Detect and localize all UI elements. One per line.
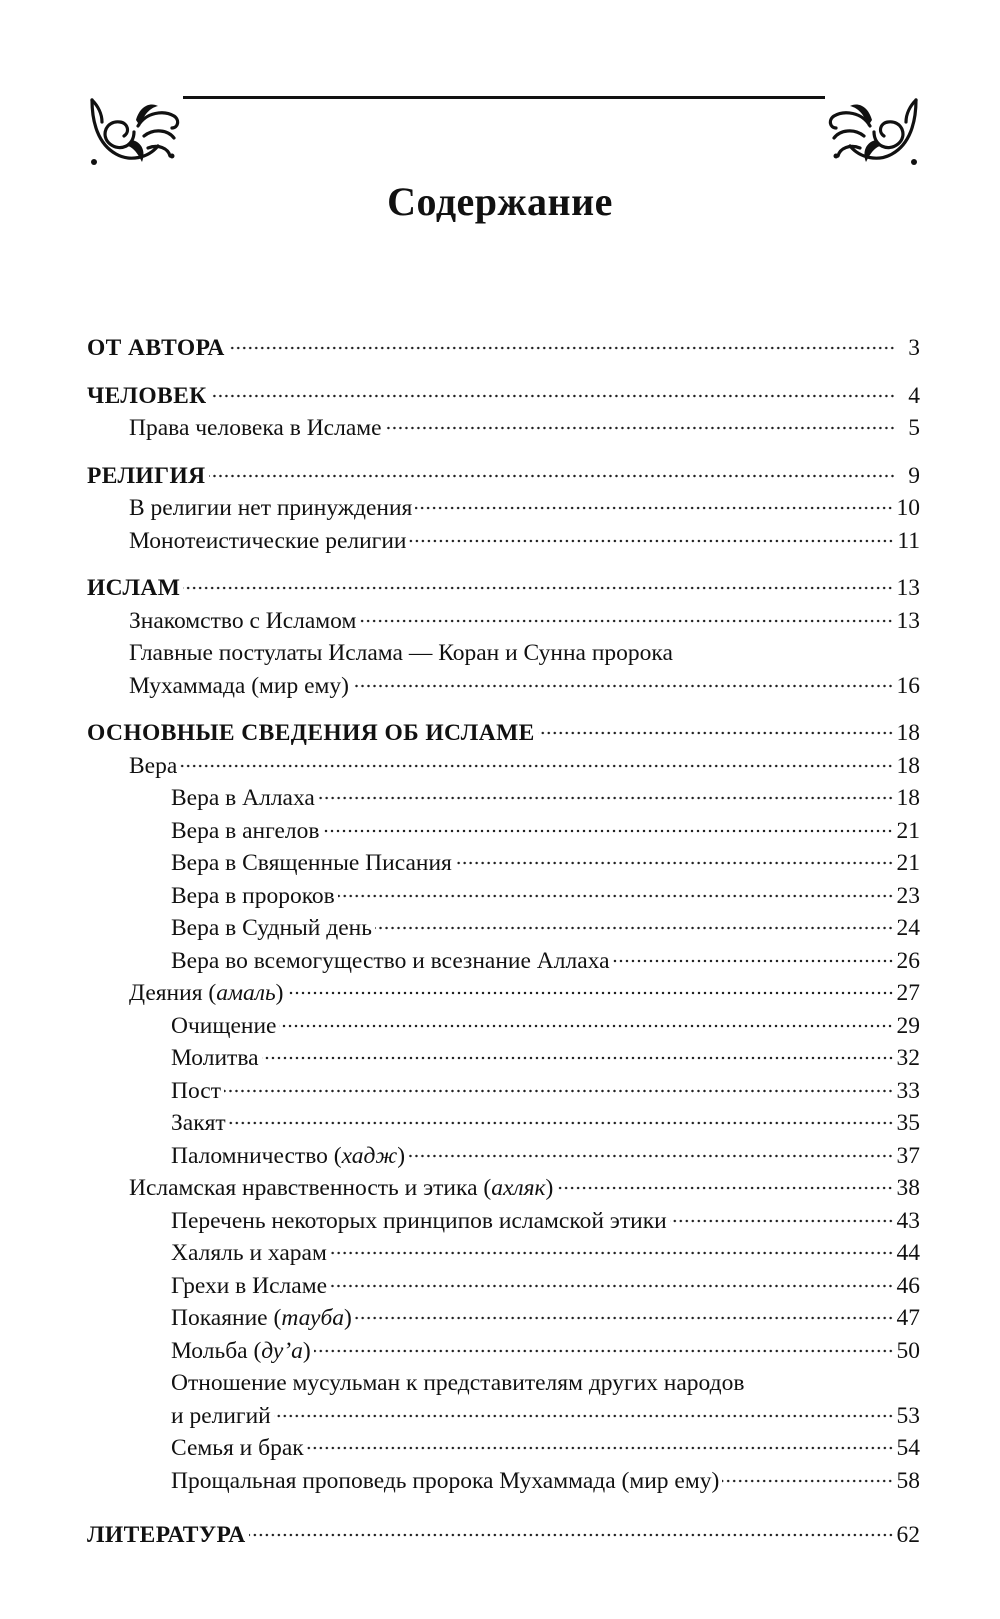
table-of-contents <box>87 332 920 1567</box>
toc-page-number: 13 <box>896 607 920 634</box>
label-italic-term: хадж <box>341 1142 398 1169</box>
toc-entry[interactable] <box>87 670 920 703</box>
toc-page-number: 58 <box>896 1467 920 1494</box>
toc-page-number: 10 <box>896 495 920 521</box>
toc-page-number: 50 <box>896 1337 920 1364</box>
toc-page-number: 46 <box>896 1272 920 1299</box>
toc-section-chelovek <box>87 380 920 445</box>
toc-entry-label: ЛИТЕРАТУРА <box>87 1522 246 1548</box>
toc-entry-label: Пост <box>171 1077 222 1104</box>
toc-page-number: 44 <box>896 1240 920 1266</box>
toc-page-number: 37 <box>896 1142 920 1169</box>
dot-leader <box>279 1024 893 1028</box>
dot-leader <box>359 619 893 623</box>
label-text-after: ) <box>397 1142 406 1169</box>
dot-leader <box>307 1446 894 1450</box>
toc-entry-label <box>171 1302 352 1335</box>
toc-entry-line1[interactable] <box>87 1367 920 1400</box>
toc-entry[interactable] <box>87 912 920 945</box>
label-italic-term: тауба <box>281 1305 345 1331</box>
toc-page-number: 53 <box>896 1402 920 1429</box>
dot-leader <box>352 684 894 688</box>
toc-entry[interactable] <box>87 1465 920 1498</box>
toc-page-number: 33 <box>896 1077 920 1104</box>
toc-entry[interactable] <box>87 847 920 880</box>
toc-entry-label: Мухаммада (мир ему) <box>129 672 349 699</box>
toc-entry-label: ОСНОВНЫЕ СВЕДЕНИЯ ОБ ИСЛАМЕ <box>87 720 535 746</box>
toc-entry-label: РЕЛИГИЯ <box>87 462 206 489</box>
toc-entry-label: Вера в ангелов <box>171 817 320 844</box>
toc-entry[interactable] <box>87 380 920 413</box>
toc-entry-label <box>129 977 284 1010</box>
dot-leader <box>613 959 894 963</box>
toc-page-number: 21 <box>896 817 920 844</box>
toc-entry[interactable] <box>87 977 920 1010</box>
toc-entry-label: Отношение мусульман к представителям других народов <box>171 1370 745 1396</box>
toc-page-number: 62 <box>896 1522 920 1548</box>
label-text: Деяния ( <box>129 980 217 1006</box>
dot-leader <box>262 1056 894 1060</box>
toc-entry[interactable] <box>87 1042 920 1075</box>
toc-entry[interactable] <box>87 1302 920 1335</box>
dot-leader <box>287 991 894 995</box>
toc-entry[interactable] <box>87 1107 920 1140</box>
toc-entry-label: Грехи в Исламе <box>171 1272 328 1299</box>
toc-entry[interactable] <box>87 1010 920 1043</box>
label-italic-term: ахляк <box>491 1175 546 1201</box>
toc-entry[interactable] <box>87 492 920 525</box>
toc-section-literatura <box>87 1519 920 1552</box>
toc-entry[interactable] <box>87 750 920 783</box>
toc-page-number: 35 <box>896 1110 920 1136</box>
toc-page-number: 21 <box>896 850 920 876</box>
toc-page-number: 27 <box>896 980 920 1006</box>
dot-leader <box>183 586 893 590</box>
label-italic-term: ду’а <box>261 1337 303 1364</box>
dot-leader <box>415 506 893 510</box>
dot-leader <box>229 1121 894 1125</box>
toc-entry[interactable] <box>87 717 920 750</box>
dot-leader <box>209 474 895 478</box>
toc-entry-label: и религий <box>171 1402 271 1429</box>
dot-leader <box>228 346 895 350</box>
dot-leader <box>274 1414 894 1418</box>
label-text: Исламская нравственность и этика ( <box>129 1175 492 1201</box>
toc-entry-label: Закят <box>171 1110 226 1136</box>
toc-entry-label: Семья и брак <box>171 1435 304 1461</box>
dot-leader <box>330 1284 893 1288</box>
toc-entry[interactable] <box>87 412 920 445</box>
toc-page-number: 29 <box>896 1012 920 1039</box>
toc-page-number: 43 <box>896 1207 920 1234</box>
toc-page-number: 11 <box>897 527 920 554</box>
toc-page-number: 13 <box>896 575 920 601</box>
label-text: Паломничество ( <box>171 1142 342 1169</box>
dot-leader <box>338 894 894 898</box>
left-flourish-icon <box>88 92 184 178</box>
toc-entry-label: Вера в Аллаха <box>171 785 315 811</box>
dot-leader <box>538 731 894 735</box>
toc-entry-label: Знакомство с Исламом <box>129 607 357 634</box>
toc-entry[interactable] <box>87 1400 920 1433</box>
toc-section-islam <box>87 572 920 702</box>
toc-page-number: 5 <box>908 415 920 441</box>
toc-entry[interactable] <box>87 815 920 848</box>
toc-entry-label: Халяль и харам <box>171 1240 327 1266</box>
toc-entry[interactable] <box>87 605 920 638</box>
toc-page-number: 18 <box>896 785 920 811</box>
toc-page-number: 18 <box>896 720 920 746</box>
dot-leader <box>556 1186 893 1190</box>
toc-entry[interactable] <box>87 782 920 815</box>
toc-section-religiya <box>87 460 920 558</box>
toc-page-number: 4 <box>908 382 920 409</box>
toc-entry-line1[interactable] <box>87 637 920 670</box>
dot-leader <box>408 1154 893 1158</box>
toc-section-osnovnye <box>87 717 920 1497</box>
dot-leader <box>409 539 894 543</box>
toc-entry[interactable] <box>87 332 920 365</box>
toc-entry-label <box>129 1172 553 1205</box>
dot-leader <box>670 1219 894 1223</box>
right-flourish-icon <box>824 92 920 178</box>
toc-entry-label: Прощальная проповедь пророка Мухаммада (мир ему) <box>171 1467 720 1494</box>
toc-page-number: 26 <box>896 947 920 974</box>
page-header-ornament <box>88 92 920 178</box>
toc-entry-label <box>171 1140 405 1173</box>
dot-leader <box>249 1533 894 1537</box>
toc-entry-label: ЧЕЛОВЕК <box>87 382 207 409</box>
label-text: Мольба ( <box>171 1337 262 1364</box>
label-italic-term: амаль <box>216 980 276 1006</box>
dot-leader <box>314 1349 894 1353</box>
toc-entry[interactable] <box>87 572 920 605</box>
label-text-after: ) <box>545 1175 554 1201</box>
dot-leader <box>385 426 895 430</box>
toc-entry-label: Права человека в Исламе <box>129 415 382 441</box>
dot-leader <box>322 829 893 833</box>
dot-leader <box>210 394 895 398</box>
toc-entry[interactable] <box>87 1205 920 1238</box>
toc-entry[interactable] <box>87 1075 920 1108</box>
dot-leader <box>224 1089 893 1093</box>
header-rule <box>183 96 825 99</box>
dot-leader <box>355 1316 894 1320</box>
dot-leader <box>455 861 894 865</box>
toc-entry[interactable] <box>87 1172 920 1205</box>
toc-entry-label: Вера в Священные Писания <box>171 850 452 876</box>
toc-entry[interactable] <box>87 1270 920 1303</box>
toc-entry-label: Молитва <box>171 1045 259 1071</box>
toc-section-ot-avtora <box>87 332 920 365</box>
toc-page-number: 54 <box>896 1435 920 1461</box>
toc-entry-label: Главные постулаты Ислама — Коран и Сунна пророка <box>129 640 673 666</box>
toc-entry[interactable] <box>87 1335 920 1368</box>
toc-entry-label: Вера <box>129 752 178 779</box>
toc-entry[interactable] <box>87 1140 920 1173</box>
page-title: Содержание <box>387 179 613 224</box>
toc-entry-label: ОТ АВТОРА <box>87 335 225 361</box>
toc-entry[interactable] <box>87 1432 920 1465</box>
dot-leader <box>375 926 894 930</box>
toc-page-number: 32 <box>896 1045 920 1071</box>
toc-entry[interactable] <box>87 880 920 913</box>
toc-page-number: 16 <box>896 672 920 699</box>
toc-entry-label: Монотеистические религии <box>129 527 407 554</box>
toc-entry-label: В религии нет принуждения <box>129 495 413 521</box>
toc-entry-label: ИСЛАМ <box>87 575 181 601</box>
toc-page-number: 47 <box>896 1305 920 1331</box>
toc-entry[interactable] <box>87 1519 920 1552</box>
toc-entry-label: Вера во всемогущество и всезнание Аллаха <box>171 947 610 974</box>
dot-leader <box>180 764 893 768</box>
toc-entry[interactable] <box>87 460 920 493</box>
label-text-after: ) <box>344 1305 352 1331</box>
toc-entry[interactable] <box>87 945 920 978</box>
label-text-after: ) <box>275 980 284 1006</box>
dot-leader <box>722 1479 893 1483</box>
toc-entry-label: Вера в Судный день <box>171 915 372 941</box>
toc-page-number: 3 <box>908 335 920 361</box>
toc-page-number: 18 <box>896 752 920 779</box>
toc-page-number: 9 <box>908 462 920 489</box>
toc-entry-label: Вера в пророков <box>171 882 335 909</box>
dot-leader <box>330 1251 894 1255</box>
toc-entry[interactable] <box>87 525 920 558</box>
toc-entry[interactable] <box>87 1237 920 1270</box>
label-text-after: ) <box>302 1337 311 1364</box>
toc-page-number: 23 <box>896 882 920 909</box>
label-text: Покаяние ( <box>171 1305 282 1331</box>
dot-leader <box>318 796 894 800</box>
toc-page-number: 38 <box>896 1175 920 1201</box>
toc-entry-label: Перечень некоторых принципов исламской этики <box>171 1207 667 1234</box>
toc-page-number: 24 <box>896 915 920 941</box>
toc-entry-label <box>171 1335 311 1368</box>
toc-entry-label: Очищение <box>171 1012 277 1039</box>
